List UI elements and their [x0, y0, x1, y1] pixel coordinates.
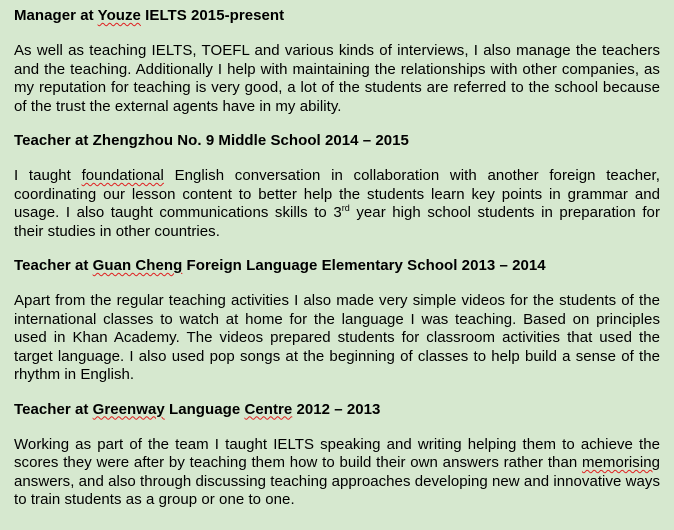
section-body: Apart from the regular teaching activities I also made very simple videos for the students of the international classes to watch at home for the language I was teaching. Based on principles used in Khan Academy. The videos prepared students for classroom activities that used the target language. I also used pop songs at the beginning of classes to help build a sense of the rhythm in English.: [14, 292, 660, 383]
section-youze: [14, 6, 660, 116]
body-text: year high school students in preparation for their studies in other countries.: [14, 204, 660, 240]
ordinal-superscript: rd: [341, 203, 350, 213]
title-text: 2012 – 2013: [292, 400, 381, 418]
spellcheck-word: foundational: [81, 167, 164, 184]
body-text: answers, and also through discussing teaching approaches developing new and innovative ways to train students as a group or one to one.: [14, 472, 660, 508]
title-text: IELTS 2015-present: [140, 7, 285, 24]
title-text: Foreign Language Elementary School 2013 – 2014: [182, 257, 546, 274]
section-title: [14, 256, 660, 276]
spellcheck-word: Centre: [244, 400, 293, 418]
title-text: Language: [164, 400, 245, 418]
section-title: [14, 400, 660, 420]
section-zhengzhou: [14, 131, 660, 241]
body-text: English conversation in collaboration with another foreign teacher, coordinating our lesson content to better help the students learn key points in grammar and usage. I also taught communications skills to 3: [14, 167, 660, 221]
section-title: [14, 6, 660, 26]
title-text: Teacher at: [14, 400, 93, 418]
section-title: Teacher at Zhengzhou No. 9 Middle School 2014 – 2015: [14, 132, 409, 149]
section-greenway: [14, 400, 660, 510]
body-text: I taught: [14, 167, 82, 184]
title-text: Manager at: [14, 7, 98, 24]
section-body: [14, 167, 660, 241]
section-body: As well as teaching IELTS, TOEFL and various kinds of interviews, I also manage the teachers and the teaching. Additionally I help with maintaining the relationships with other companies, as my reputation for teaching is very good, a lot of the students are referred to the school because of the trust the external agents have in my ability.: [14, 42, 660, 115]
body-text: Working as part of the team I taught IELTS speaking and writing helping them to achieve the scores they were after by teaching them how to build their own answers rather than: [14, 435, 660, 471]
spellcheck-word: Guan Cheng: [92, 257, 183, 274]
spellcheck-word: Youze: [97, 7, 141, 24]
title-text: Teacher at: [14, 257, 93, 274]
spellcheck-word: Greenway: [92, 400, 165, 418]
section-guan-cheng: [14, 256, 660, 385]
section-body: [14, 436, 660, 510]
spellcheck-word: memorising: [581, 454, 660, 471]
